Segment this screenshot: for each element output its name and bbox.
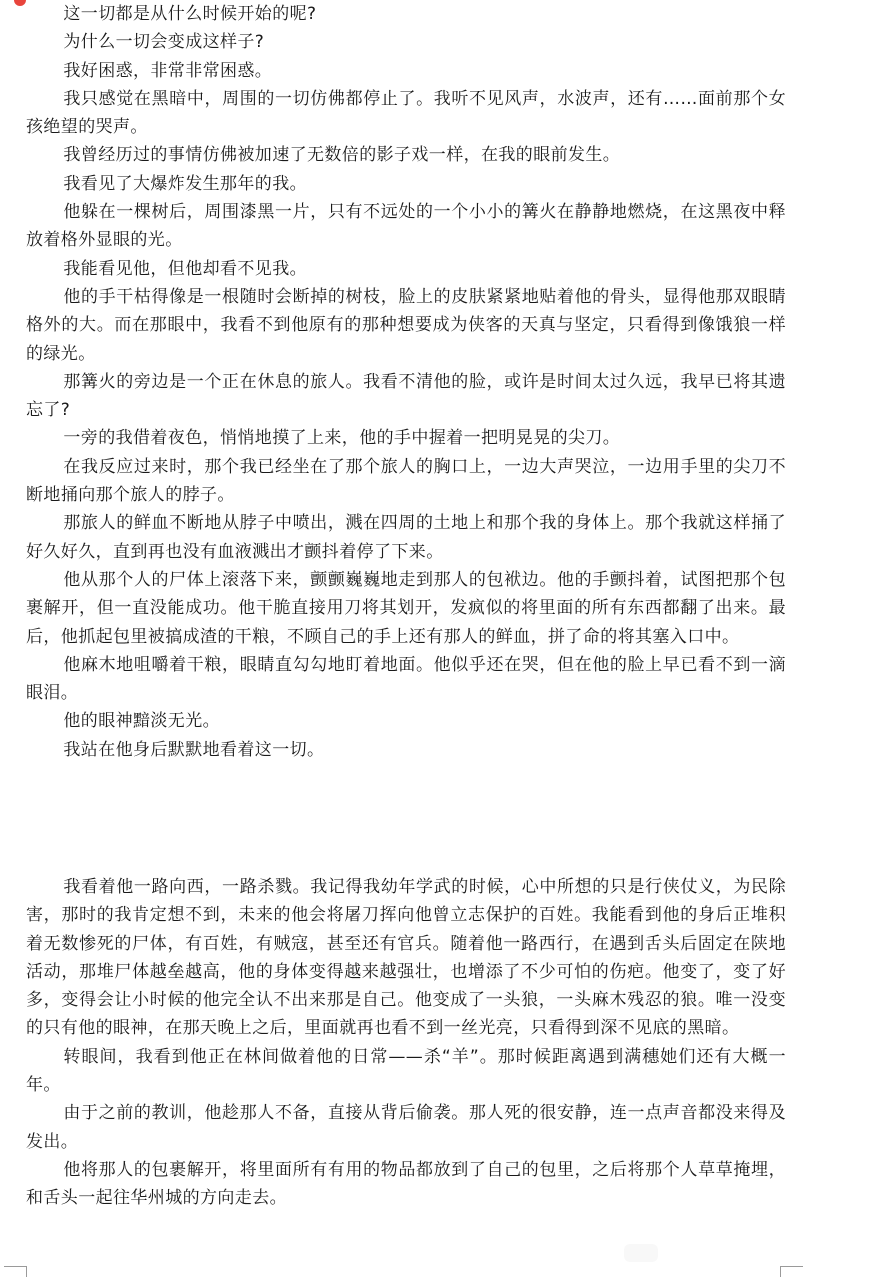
- page-corner-mark-right: [780, 1266, 803, 1277]
- paragraph: 他的眼神黯淡无光。: [63, 711, 220, 732]
- text-section-2: [26, 873, 786, 1213]
- paragraph: 我看着他一路向西，一路杀戮。我记得我幼年学武的时候，心中所想的只是行侠仗义，为民除害，那时的我肯定想不到，未来的他会将屠刀挥向他曾立志保护的百姓。我能看到他的身后正堆积着无数惨死的尸体，有百姓，有贼寇，甚至还有官兵。随着他一路西行，在遇到舌头后固定在陕地活动，那堆尸体越垒越高，他的身体变得越来越强壮，也增添了不少可怕的伤疤。他变了，变了好多，变得会让小时候的他完全认不出来那是自己。他变成了一头狼，一头麻木残忍的狼。唯一没变的只有他的眼神，在那天晚上之后，里面就再也看不到一丝光亮，只看得到深不见底的黑暗。: [26, 877, 786, 1039]
- paragraph: 我只感觉在黑暗中，周围的一切仿佛都停止了。我听不见风声，水波声，还有……面前那个女孩绝望的哭声。: [26, 88, 786, 138]
- text-section-1: [26, 0, 786, 764]
- paragraph: 在我反应过来时，那个我已经坐在了那个旅人的胸口上，一边大声哭泣，一边用手里的尖刀不断地捅向那个旅人的脖子。: [26, 456, 786, 506]
- paragraph: 他麻木地咀嚼着干粮，眼睛直勾勾地盯着地面。他似乎还在哭，但在他的脸上早已看不到一滴眼泪。: [26, 654, 786, 704]
- paragraph: 他将那人的包裹解开，将里面所有有用的物品都放到了自己的包里，之后将那个人草草掩埋，和舌头一起往华州城的方向走去。: [26, 1159, 786, 1209]
- paragraph: 我站在他身后默默地看着这一切。: [63, 739, 325, 760]
- record-indicator-icon: [14, 0, 26, 6]
- faint-watermark: [624, 1244, 658, 1262]
- paragraph: 一旁的我借着夜色，悄悄地摸了上来，他的手中握着一把明晃晃的尖刀。: [63, 428, 621, 449]
- paragraph: 这一切都是从什么时候开始的呢?: [63, 4, 317, 24]
- paragraph: 那旅人的鲜血不断地从脖子中喷出，溅在四周的土地上和那个我的身体上。那个我就这样捅了好久好久，直到再也没有血液溅出才颤抖着停了下来。: [26, 513, 786, 562]
- paragraph: 为什么一切会变成这样子?: [63, 32, 265, 53]
- paragraph: 他从那个人的尸体上滚落下来，颤颤巍巍地走到那人的包袱边。他的手颤抖着，试图把那个包裹解开，但一直没能成功。他干脆直接用刀将其划开，发疯似的将里面的所有东西都翻了出来。最后，他抓起包里被搞成渣的干粮，不顾自己的手上还有那人的鲜血，拼了命的将其塞入口中。: [26, 569, 786, 647]
- paragraph: 我好困惑，非常非常困惑。: [63, 60, 273, 81]
- paragraph: 那篝火的旁边是一个正在休息的旅人。我看不清他的脸，或许是时间太过久远，我早已将其遗忘了?: [26, 371, 786, 421]
- paragraph: 我能看见他，但他却看不见我。: [63, 258, 307, 279]
- paragraph: 他躲在一棵树后，周围漆黑一片，只有不远处的一个小小的篝火在静静地燃烧，在这黑夜中释放着格外显眼的光。: [26, 202, 786, 251]
- paragraph: 我曾经历过的事情仿佛被加速了无数倍的影子戏一样，在我的眼前发生。: [63, 145, 621, 166]
- paragraph: 转眼间，我看到他正在林间做着他的日常——杀“羊”。那时候距离遇到满穗她们还有大概一年。: [26, 1046, 786, 1096]
- page-corner-mark-left: [4, 1266, 27, 1277]
- paragraph: 我看见了大爆炸发生那年的我。: [63, 173, 307, 194]
- paragraph: 他的手干枯得像是一根随时会断掉的树枝，脸上的皮肤紧紧地贴着他的骨头，显得他那双眼睛格外的大。而在那眼中，我看不到他原有的那种想要成为侠客的天真与坚定，只看得到像饿狼一样的绿光。: [26, 286, 786, 364]
- paragraph: 由于之前的教训，他趁那人不备，直接从背后偷袭。那人死的很安静，连一点声音都没来得及发出。: [26, 1103, 786, 1152]
